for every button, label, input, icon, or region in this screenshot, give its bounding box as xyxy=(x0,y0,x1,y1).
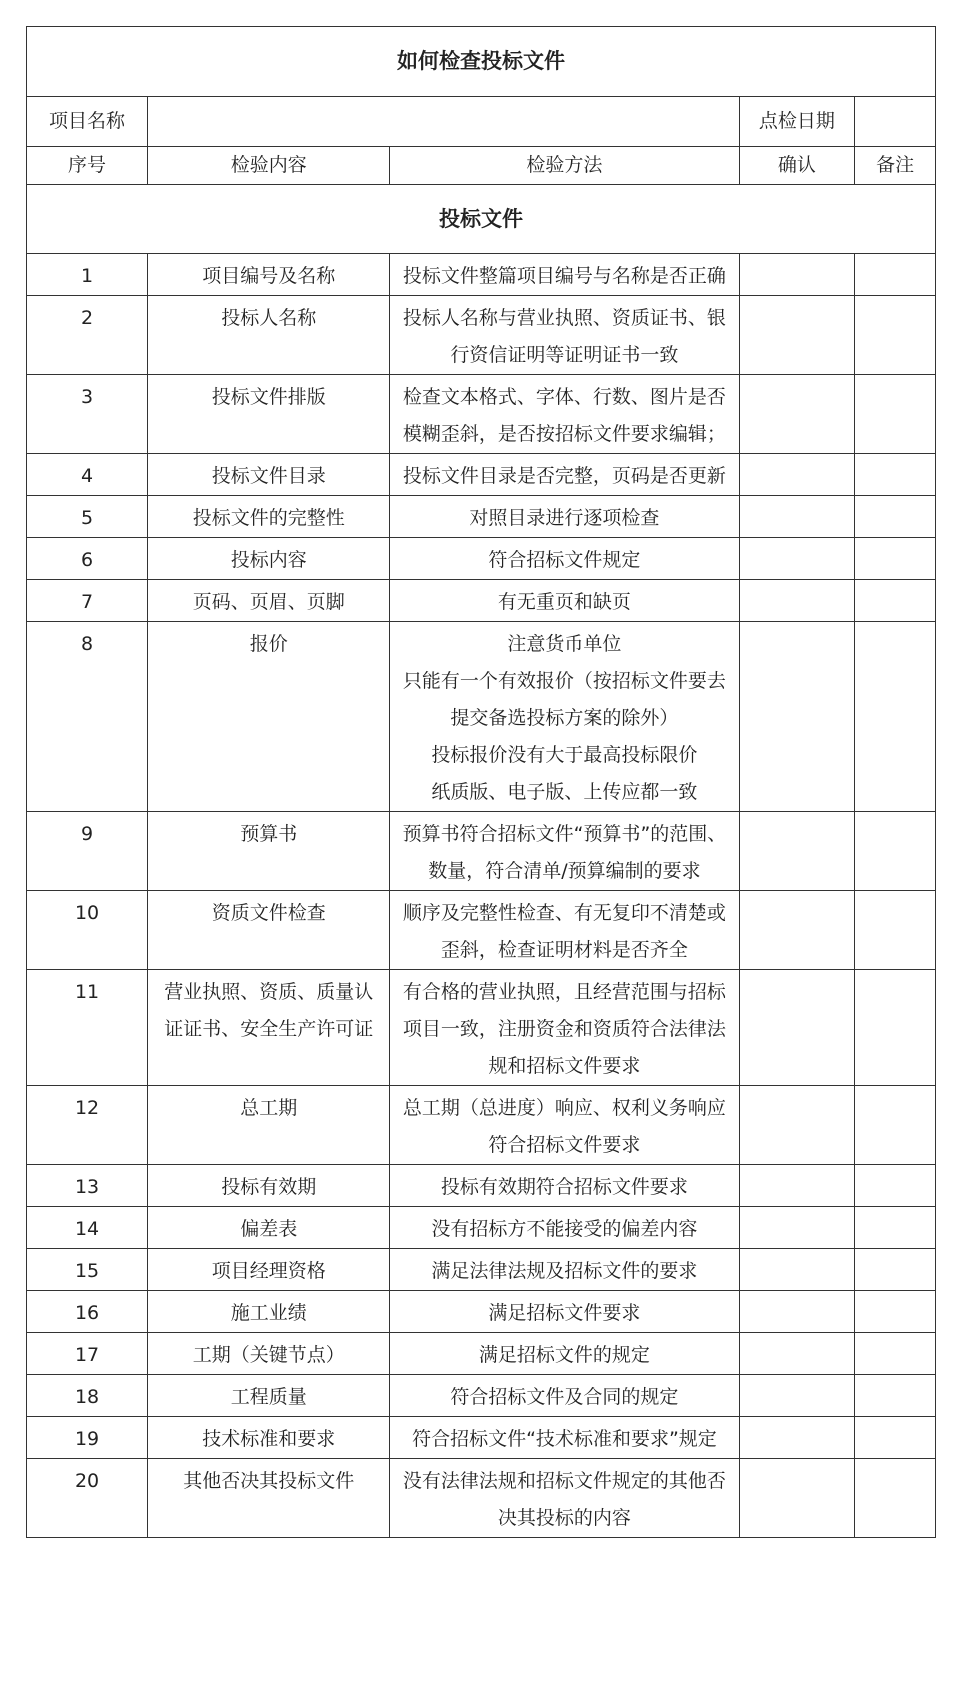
confirm-cell[interactable] xyxy=(739,1417,855,1459)
table-row xyxy=(27,1417,936,1459)
column-header-row xyxy=(27,147,936,185)
remark-cell[interactable] xyxy=(855,1207,936,1249)
row-content: 项目编号及名称 xyxy=(148,254,390,296)
row-method: 对照目录进行逐项检查 xyxy=(390,496,739,538)
row-method: 有无重页和缺页 xyxy=(390,580,739,622)
remark-cell[interactable] xyxy=(855,375,936,454)
table-row xyxy=(27,496,936,538)
row-number: 5 xyxy=(27,496,148,538)
row-number: 20 xyxy=(27,1459,148,1538)
remark-cell[interactable] xyxy=(855,1249,936,1291)
table-row xyxy=(27,580,936,622)
row-method: 预算书符合招标文件“预算书”的范围、数量，符合清单/预算编制的要求 xyxy=(390,812,739,891)
row-method: 投标文件目录是否完整，页码是否更新 xyxy=(390,454,739,496)
row-number: 11 xyxy=(27,970,148,1086)
row-method: 总工期（总进度）响应、权利义务响应符合招标文件要求 xyxy=(390,1086,739,1165)
section-title: 投标文件 xyxy=(27,185,936,254)
row-content: 营业执照、资质、质量认证证书、安全生产许可证 xyxy=(148,970,390,1086)
row-method: 顺序及完整性检查、有无复印不清楚或歪斜，检查证明材料是否齐全 xyxy=(390,891,739,970)
row-content: 投标人名称 xyxy=(148,296,390,375)
row-content: 工期（关键节点） xyxy=(148,1333,390,1375)
row-content: 总工期 xyxy=(148,1086,390,1165)
table-row xyxy=(27,622,936,812)
row-number: 9 xyxy=(27,812,148,891)
row-content: 报价 xyxy=(148,622,390,812)
table-row xyxy=(27,254,936,296)
header-content: 检验内容 xyxy=(148,147,390,185)
row-content: 项目经理资格 xyxy=(148,1249,390,1291)
row-content: 投标有效期 xyxy=(148,1165,390,1207)
row-method: 投标人名称与营业执照、资质证书、银行资信证明等证明证书一致 xyxy=(390,296,739,375)
table-row xyxy=(27,1165,936,1207)
project-name-label: 项目名称 xyxy=(27,97,148,147)
table-row xyxy=(27,296,936,375)
table-row xyxy=(27,1291,936,1333)
method-line: 注意货币单位 xyxy=(507,633,622,655)
row-number: 15 xyxy=(27,1249,148,1291)
remark-cell[interactable] xyxy=(855,496,936,538)
row-number: 1 xyxy=(27,254,148,296)
row-number: 14 xyxy=(27,1207,148,1249)
header-remark: 备注 xyxy=(855,147,936,185)
row-method: 满足法律法规及招标文件的要求 xyxy=(390,1249,739,1291)
row-number: 8 xyxy=(27,622,148,812)
confirm-cell[interactable] xyxy=(739,891,855,970)
row-content: 投标内容 xyxy=(148,538,390,580)
row-method: 满足招标文件的规定 xyxy=(390,1333,739,1375)
project-name-value[interactable] xyxy=(148,97,739,147)
confirm-cell[interactable] xyxy=(739,454,855,496)
table-row xyxy=(27,1207,936,1249)
confirm-cell[interactable] xyxy=(739,1249,855,1291)
row-content: 资质文件检查 xyxy=(148,891,390,970)
row-number: 3 xyxy=(27,375,148,454)
remark-cell[interactable] xyxy=(855,254,936,296)
confirm-cell[interactable] xyxy=(739,1291,855,1333)
row-method: 投标文件整篇项目编号与名称是否正确 xyxy=(390,254,739,296)
remark-cell[interactable] xyxy=(855,538,936,580)
row-method: 没有法律法规和招标文件规定的其他否决其投标的内容 xyxy=(390,1459,739,1538)
row-number: 6 xyxy=(27,538,148,580)
table-title: 如何检查投标文件 xyxy=(27,27,936,97)
confirm-cell[interactable] xyxy=(739,496,855,538)
row-number: 17 xyxy=(27,1333,148,1375)
table-row xyxy=(27,970,936,1086)
row-number: 19 xyxy=(27,1417,148,1459)
row-number: 16 xyxy=(27,1291,148,1333)
row-method: 满足招标文件要求 xyxy=(390,1291,739,1333)
remark-cell[interactable] xyxy=(855,622,936,812)
table-row xyxy=(27,1333,936,1375)
section-row xyxy=(27,185,936,254)
row-number: 7 xyxy=(27,580,148,622)
row-number: 18 xyxy=(27,1375,148,1417)
table-row xyxy=(27,538,936,580)
remark-cell[interactable] xyxy=(855,454,936,496)
confirm-cell[interactable] xyxy=(739,970,855,1086)
row-content: 技术标准和要求 xyxy=(148,1417,390,1459)
row-content: 投标文件排版 xyxy=(148,375,390,454)
confirm-cell[interactable] xyxy=(739,1165,855,1207)
remark-cell[interactable] xyxy=(855,812,936,891)
row-method: 检查文本格式、字体、行数、图片是否模糊歪斜，是否按招标文件要求编辑； xyxy=(390,375,739,454)
header-no: 序号 xyxy=(27,147,148,185)
row-method: 符合招标文件及合同的规定 xyxy=(390,1375,739,1417)
table-row xyxy=(27,891,936,970)
row-number: 13 xyxy=(27,1165,148,1207)
row-content: 投标文件目录 xyxy=(148,454,390,496)
confirm-cell[interactable] xyxy=(739,1207,855,1249)
row-number: 4 xyxy=(27,454,148,496)
row-content: 预算书 xyxy=(148,812,390,891)
remark-cell[interactable] xyxy=(855,1417,936,1459)
table-row xyxy=(27,454,936,496)
inspection-table xyxy=(26,26,936,1538)
project-info-row xyxy=(27,97,936,147)
table-row xyxy=(27,1086,936,1165)
confirm-cell[interactable] xyxy=(739,580,855,622)
confirm-cell[interactable] xyxy=(739,254,855,296)
method-line: 投标报价没有大于最高投标限价 xyxy=(431,744,698,766)
row-method xyxy=(390,622,739,812)
remark-cell[interactable] xyxy=(855,970,936,1086)
confirm-cell[interactable] xyxy=(739,1375,855,1417)
confirm-cell[interactable] xyxy=(739,538,855,580)
row-content: 施工业绩 xyxy=(148,1291,390,1333)
confirm-cell[interactable] xyxy=(739,1459,855,1538)
confirm-cell[interactable] xyxy=(739,296,855,375)
confirm-cell[interactable] xyxy=(739,812,855,891)
row-content: 页码、页眉、页脚 xyxy=(148,580,390,622)
table-row xyxy=(27,812,936,891)
row-content: 其他否决其投标文件 xyxy=(148,1459,390,1538)
confirm-cell[interactable] xyxy=(739,1086,855,1165)
remark-cell[interactable] xyxy=(855,1459,936,1538)
row-number: 12 xyxy=(27,1086,148,1165)
row-number: 2 xyxy=(27,296,148,375)
row-number: 10 xyxy=(27,891,148,970)
row-content: 偏差表 xyxy=(148,1207,390,1249)
remark-cell[interactable] xyxy=(855,1375,936,1417)
header-confirm: 确认 xyxy=(739,147,855,185)
table-row xyxy=(27,1459,936,1538)
remark-cell[interactable] xyxy=(855,1086,936,1165)
remark-cell[interactable] xyxy=(855,891,936,970)
remark-cell[interactable] xyxy=(855,580,936,622)
method-line: 纸质版、电子版、上传应都一致 xyxy=(431,781,698,803)
table-row xyxy=(27,1249,936,1291)
row-method: 投标有效期符合招标文件要求 xyxy=(390,1165,739,1207)
remark-cell[interactable] xyxy=(855,1165,936,1207)
table-row xyxy=(27,375,936,454)
remark-cell[interactable] xyxy=(855,296,936,375)
row-content: 投标文件的完整性 xyxy=(148,496,390,538)
row-method: 没有招标方不能接受的偏差内容 xyxy=(390,1207,739,1249)
row-content: 工程质量 xyxy=(148,1375,390,1417)
confirm-cell[interactable] xyxy=(739,622,855,812)
remark-cell[interactable] xyxy=(855,1333,936,1375)
row-method: 符合招标文件规定 xyxy=(390,538,739,580)
method-line: 只能有一个有效报价（按招标文件要去提交备选投标方案的除外） xyxy=(402,670,726,729)
row-method: 有合格的营业执照，且经营范围与招标项目一致，注册资金和资质符合法律法规和招标文件要求 xyxy=(390,970,739,1086)
title-row xyxy=(27,27,936,97)
row-method: 符合招标文件“技术标准和要求”规定 xyxy=(390,1417,739,1459)
table-row xyxy=(27,1375,936,1417)
check-date-label: 点检日期 xyxy=(739,97,855,147)
header-method: 检验方法 xyxy=(390,147,739,185)
confirm-cell[interactable] xyxy=(739,375,855,454)
remark-cell[interactable] xyxy=(855,1291,936,1333)
check-date-value[interactable] xyxy=(855,97,936,147)
confirm-cell[interactable] xyxy=(739,1333,855,1375)
